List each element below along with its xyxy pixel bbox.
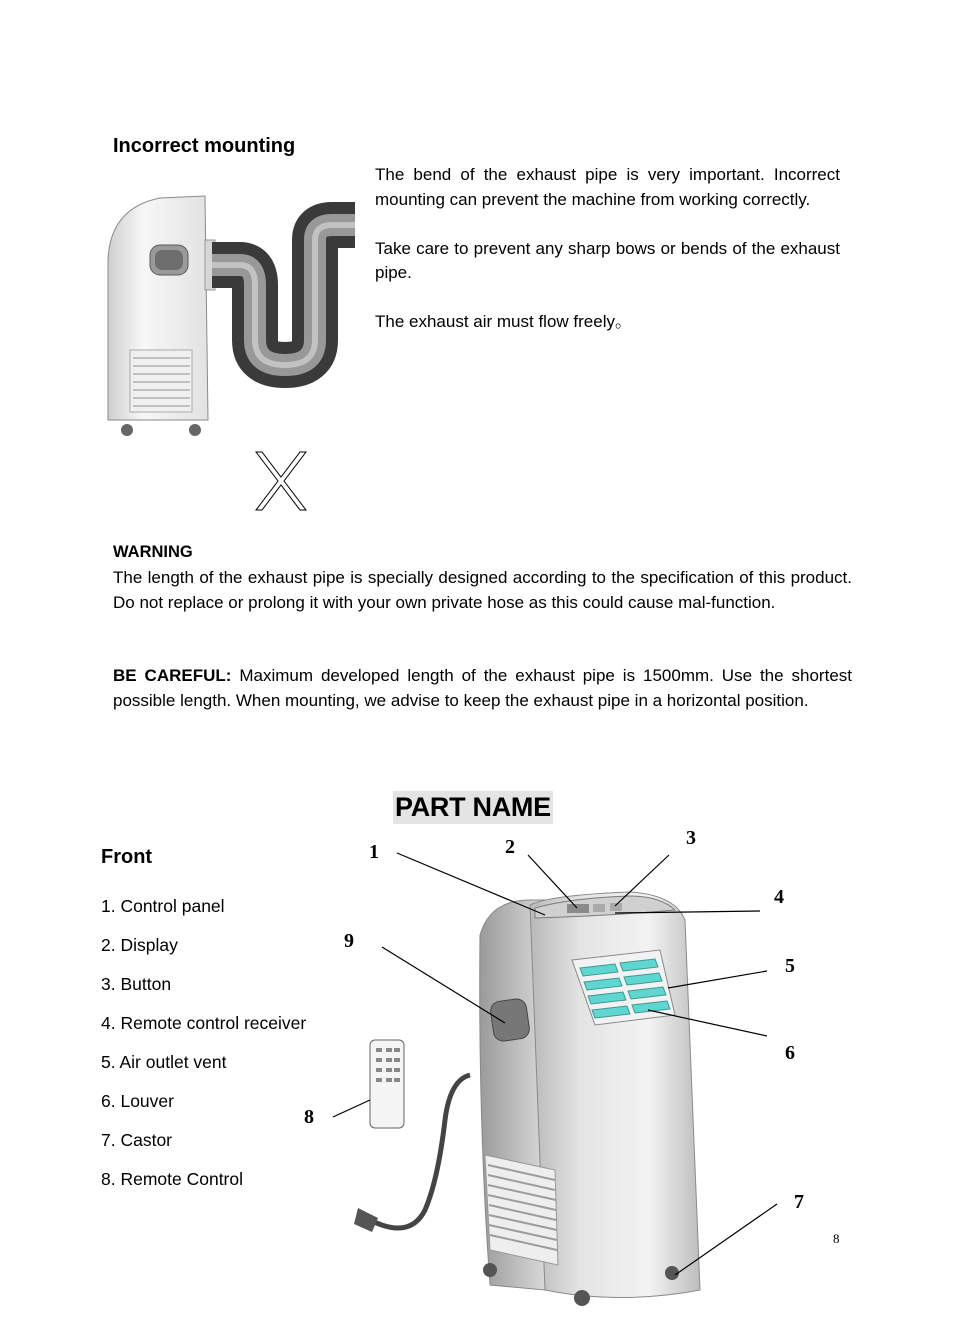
callout-5: 5 [785,955,795,977]
warning-label: WARNING [113,543,193,561]
be-careful-label: BE CAREFUL: [113,666,232,685]
list-item: 4. Remote control receiver [101,1013,307,1033]
incorrect-mounting-illustration [100,190,360,440]
air-conditioner-front-illustration [330,820,830,1320]
list-item: 7. Castor [101,1130,172,1150]
callout-7: 7 [794,1191,804,1213]
list-item: 6. Louver [101,1091,174,1111]
warning-text: The length of the exhaust pipe is specially designed according to the specification of this product. Do not replace or prolong it with your own private hose as this could cause mal-function. [113,568,852,612]
front-heading: Front [101,846,153,868]
callout-6: 6 [785,1042,795,1064]
list-item: 2. Display [101,935,178,955]
section-heading-incorrect-mounting: Incorrect mounting [113,135,296,157]
paragraph-flow: The exhaust air must flow freely。 [375,312,632,331]
list-item: 5. Air outlet vent [101,1052,227,1072]
callout-8: 8 [304,1106,314,1128]
part-name-title: PART NAME [395,792,551,822]
callout-1: 1 [369,841,379,863]
paragraph-bend: The bend of the exhaust pipe is very important. Incorrect mounting can prevent the machine from working correctly. [375,165,840,209]
incorrect-x-mark-icon [253,450,309,512]
be-careful-text [113,664,852,713]
be-careful-body: Maximum developed length of the exhaust pipe is 1500mm. Use the shortest possible length. When mounting, we advise to keep the exhaust pipe in a horizontal position. [113,666,852,710]
list-item: 3. Button [101,974,172,994]
callout-3: 3 [686,827,696,849]
callout-2: 2 [505,836,515,858]
part-list [101,896,306,1208]
incorrect-mounting-text [375,163,840,335]
list-item: 1. Control panel [101,896,225,916]
callout-4: 4 [774,886,784,908]
list-item: 8. Remote Control [101,1169,244,1189]
page-number: 8 [833,1231,840,1246]
callout-9: 9 [344,930,354,952]
paragraph-bows: Take care to prevent any sharp bows or bends of the exhaust pipe. [375,238,840,282]
